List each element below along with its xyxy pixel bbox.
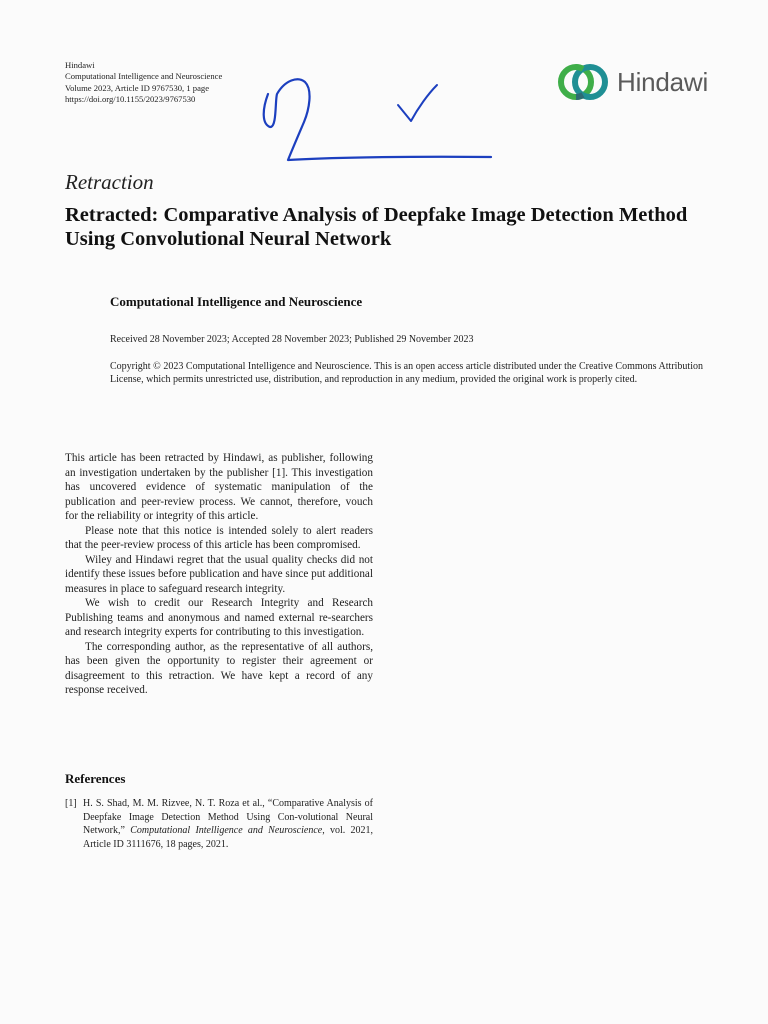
logo-text: Hindawi bbox=[617, 66, 709, 97]
article-dates: Received 28 November 2023; Accepted 28 November 2023; Published 29 November 2023 bbox=[110, 334, 474, 345]
body-paragraph: The corresponding author, as the representative of all authors, has been given the opportunity to register their agreement or disagreement to this retraction. We have kept a record of any response received. bbox=[65, 640, 373, 696]
reference-journal: Computational Intelligence and Neuroscience bbox=[130, 825, 323, 836]
journal-name: Computational Intelligence and Neuroscience bbox=[65, 71, 223, 82]
article-type: Retraction bbox=[65, 170, 154, 194]
hindawi-logo[interactable] bbox=[557, 62, 708, 102]
copyright-notice: Copyright © 2023 Computational Intelligence and Neuroscience. This is an open access article distributed under the Creative Commons Attribution License, which permits unrestricted use, distribution, and reproduction in any medium, provided the original work is properly cited. bbox=[110, 361, 703, 386]
article-title: Retracted: Comparative Analysis of Deepfake Image Detection Method Using Convolutional Neural Network bbox=[65, 204, 688, 250]
reference-details: , vol. 2021, Article ID 3111676, 18 pages, 2021. bbox=[83, 825, 373, 850]
body-paragraph: Wiley and Hindawi regret that the usual quality checks did not identify these issues before publication and have since put additional measures in place to safeguard research integrity. bbox=[65, 553, 373, 595]
references-heading: References bbox=[65, 771, 126, 786]
article-header bbox=[65, 60, 222, 106]
reference-text[interactable] bbox=[83, 797, 373, 851]
reference-item bbox=[65, 797, 373, 851]
volume-line: Volume 2023, Article ID 9767530, 1 page bbox=[65, 82, 210, 93]
retraction-body bbox=[65, 451, 373, 698]
hindawi-interlocking-rings-icon bbox=[557, 62, 609, 102]
body-paragraph: Please note that this notice is intended solely to alert readers that the peer-review process of this article has been compromised. bbox=[65, 524, 373, 551]
reference-authors-title: H. S. Shad, M. M. Rizvee, N. T. Roza et al., “Comparative Analysis of Deepfake Image Detection Method Using Con-volutional Neural Network,” bbox=[83, 798, 373, 836]
doi-link[interactable]: https://doi.org/10.1155/2023/9767530 bbox=[65, 94, 196, 105]
journal-line: Computational Intelligence and Neuroscience bbox=[110, 294, 363, 309]
reference-number: [1] bbox=[65, 798, 77, 809]
publisher-name: Hindawi bbox=[65, 60, 95, 70]
body-paragraph: We wish to credit our Research Integrity and Research Publishing teams and anonymous and named external re-searchers and research integrity experts for contributing to this investigation. bbox=[65, 597, 373, 638]
body-paragraph: This article has been retracted by Hindawi, as publisher, following an investigation undertaken by the publisher [1]. This investigation has uncovered evidence of systematic manipulation of the publication and peer-review process. We cannot, therefore, vouch for the reliability or integrity of this article. bbox=[65, 452, 373, 522]
